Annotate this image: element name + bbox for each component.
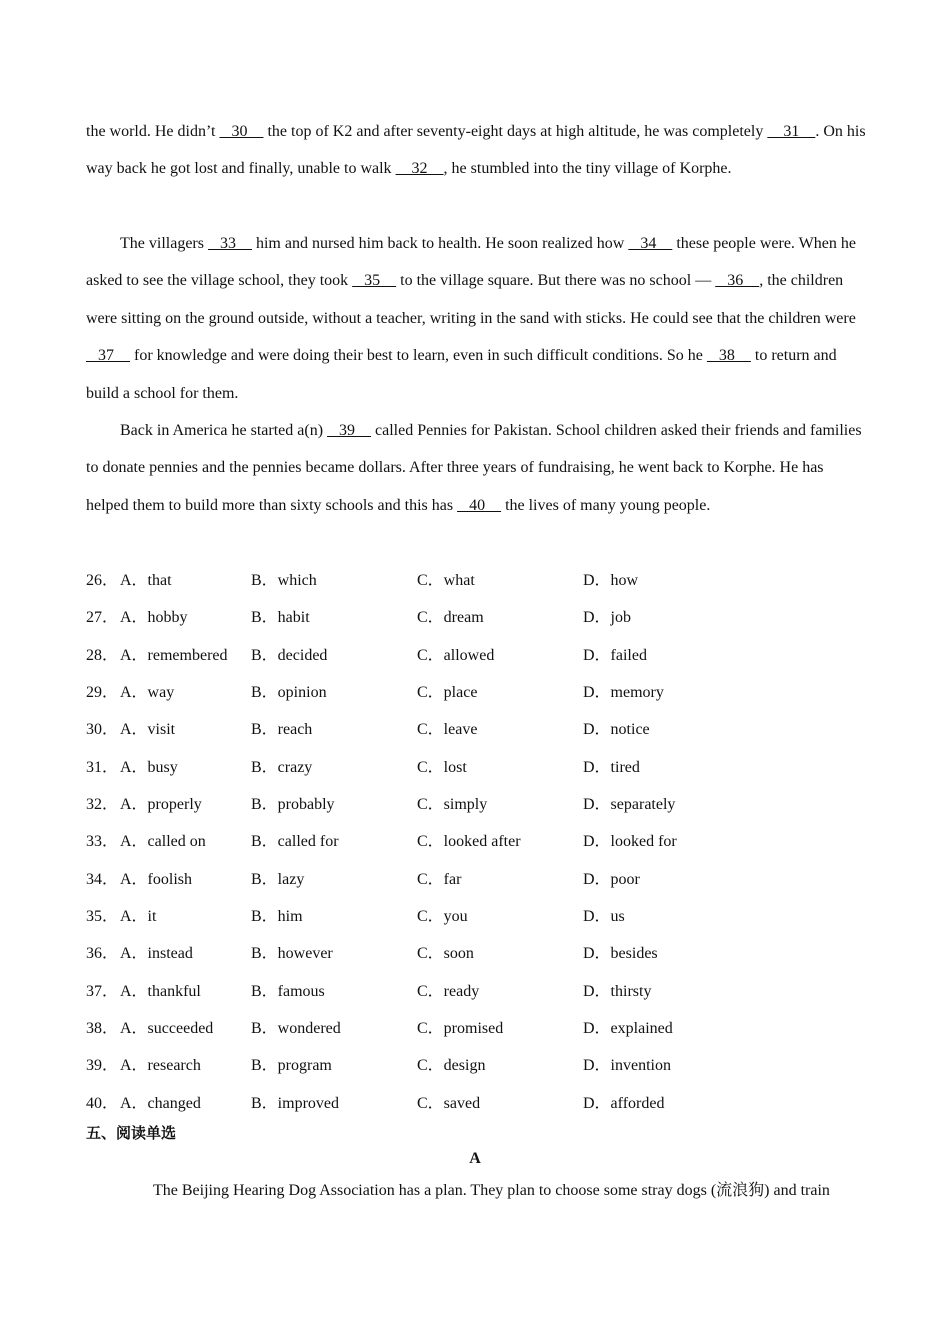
passage-label: A [469, 1150, 481, 1167]
question-row [86, 1085, 786, 1122]
option-c: C．place [417, 684, 478, 702]
question-number: 38． [86, 1020, 119, 1038]
question-row [86, 898, 786, 935]
paragraph-text: for knowledge and were doing their best to learn, even in such difficult conditions. So he [130, 347, 707, 365]
cloze-paragraph-3 [86, 412, 866, 524]
option-d: D．notice [583, 721, 650, 739]
blank-number: 33 [207, 235, 252, 252]
cloze-paragraph-1 [86, 113, 866, 188]
paragraph-text: the lives of many young people. [501, 496, 711, 514]
option-d: D．separately [583, 796, 676, 814]
option-b: B．probably [251, 796, 335, 814]
blank-number: 37 [86, 347, 130, 365]
option-a: A．thankful [120, 982, 201, 1000]
question-row [86, 1010, 786, 1047]
option-a: A．research [120, 1057, 201, 1075]
option-c: C．what [417, 572, 475, 589]
option-b: B．lazy [251, 870, 305, 888]
paragraph-text: to the village square. But there was no school — [396, 272, 716, 290]
question-row [86, 711, 786, 748]
option-a: A．foolish [120, 870, 193, 888]
option-b: B．reach [251, 721, 313, 739]
question-number: 31． [86, 758, 119, 776]
option-b: B．which [251, 572, 317, 589]
question-number: 26． [86, 572, 119, 589]
blank-number: 38 [706, 347, 751, 365]
option-b: B．wondered [251, 1020, 341, 1038]
paragraph-text: Back in America he started a(n) [120, 422, 328, 439]
option-b: B．however [251, 945, 333, 963]
question-row [86, 562, 786, 599]
option-c: C．soon [417, 945, 474, 963]
option-d: D．poor [583, 870, 640, 888]
question-number: 30． [86, 721, 119, 739]
option-c: C．ready [417, 982, 480, 1000]
option-d: D．besides [583, 945, 658, 963]
question-number: 40． [86, 1094, 119, 1112]
section-heading: 五、阅读单选 [86, 1124, 177, 1142]
option-a: A．that [120, 572, 172, 589]
blank-number: 31 [767, 123, 816, 140]
paragraph-text: to return and build a school for them. [86, 347, 837, 402]
question-row [86, 674, 786, 711]
option-c: C．design [417, 1057, 486, 1075]
question-number: 35． [86, 908, 119, 926]
option-a: A．called on [120, 833, 206, 851]
question-row [86, 637, 786, 674]
blank-number: 39 [327, 422, 372, 439]
paragraph-text: the world. He didn’t [86, 123, 220, 140]
option-b: B．improved [251, 1094, 339, 1112]
option-b: B．opinion [251, 684, 327, 702]
question-number: 36． [86, 945, 119, 963]
option-c: C．looked after [417, 833, 521, 851]
option-b: B．crazy [251, 758, 313, 776]
option-c: C．dream [417, 609, 484, 627]
question-number: 39． [86, 1057, 119, 1075]
option-a: A．busy [120, 758, 178, 776]
question-row [86, 861, 786, 898]
blank-number: 30 [219, 123, 264, 140]
option-d: D．invention [583, 1057, 671, 1075]
option-c: C．allowed [417, 646, 495, 664]
option-b: B．him [251, 908, 303, 926]
option-a: A．hobby [120, 609, 188, 627]
option-a: A．visit [120, 721, 176, 739]
paragraph-text: . On his way back he got lost and finally, unable to walk [86, 123, 866, 178]
option-c: C．lost [417, 758, 467, 776]
option-d: D．afforded [583, 1094, 665, 1112]
question-number: 37． [86, 982, 119, 1000]
blank-number: 32 [395, 160, 444, 178]
blank-number: 40 [457, 496, 502, 514]
option-b: B．famous [251, 982, 325, 1000]
option-d: D．explained [583, 1020, 673, 1038]
paragraph-text: these people were. When he asked to see the village school, they took [86, 235, 856, 290]
question-number: 32． [86, 796, 119, 814]
option-d: D．thirsty [583, 982, 652, 1000]
option-c: C．simply [417, 796, 488, 814]
option-a: A．it [120, 908, 157, 926]
paragraph-text: the top of K2 and after seventy-eight days at high altitude, he was completely [263, 123, 768, 140]
option-c: C．you [417, 908, 468, 926]
option-a: A．way [120, 684, 175, 702]
option-b: B．program [251, 1057, 332, 1075]
option-d: D．looked for [583, 833, 677, 851]
option-c: C．promised [417, 1020, 504, 1038]
option-b: B．called for [251, 833, 339, 851]
paragraph-text: , he stumbled into the tiny village of Korphe. [443, 160, 732, 178]
paragraph-text: The villagers [120, 235, 208, 252]
option-a: A．remembered [120, 646, 228, 664]
passage-first-line: The Beijing Hearing Dog Association has a plan. They plan to choose some stray dogs (流浪狗) and train [153, 1182, 830, 1199]
option-a: A．changed [120, 1094, 201, 1112]
option-a: A．instead [120, 945, 193, 963]
paragraph-text: him and nursed him back to health. He soon realized how [251, 235, 629, 252]
option-b: B．habit [251, 609, 310, 627]
paragraph-text: , the children were sitting on the ground outside, without a teacher, writing in the sand with sticks. He could see that the children were [86, 272, 856, 327]
question-row [86, 599, 786, 636]
question-row [86, 935, 786, 972]
paragraph-text: called Pennies for Pakistan. School children asked their friends and families to donate pennies and the pennies became dollars. After three years of fundraising, he went back to Korphe. He has helped them to build more than sixty schools and this has [86, 422, 862, 514]
blank-number: 34 [628, 235, 673, 252]
question-row [86, 786, 786, 823]
option-c: C．far [417, 870, 462, 888]
option-d: D．us [583, 908, 625, 926]
answer-options-list [86, 562, 786, 1122]
cloze-paragraph-2 [86, 225, 866, 412]
option-a: A．properly [120, 796, 202, 814]
option-d: D．tired [583, 758, 640, 776]
question-number: 33． [86, 833, 119, 851]
option-d: D．how [583, 572, 639, 589]
option-c: C．saved [417, 1094, 481, 1112]
blank-number: 35 [352, 272, 397, 290]
option-a: A．succeeded [120, 1020, 214, 1038]
question-number: 34． [86, 870, 119, 888]
blank-number: 36 [715, 272, 760, 290]
question-row [86, 1047, 786, 1084]
option-c: C．leave [417, 721, 478, 739]
question-row [86, 749, 786, 786]
question-number: 29． [86, 684, 119, 702]
question-row [86, 823, 786, 860]
question-number: 27． [86, 609, 119, 627]
question-number: 28． [86, 646, 119, 664]
option-b: B．decided [251, 646, 328, 664]
option-d: D．memory [583, 684, 664, 702]
question-row [86, 973, 786, 1010]
option-d: D．job [583, 609, 632, 627]
option-d: D．failed [583, 646, 647, 664]
